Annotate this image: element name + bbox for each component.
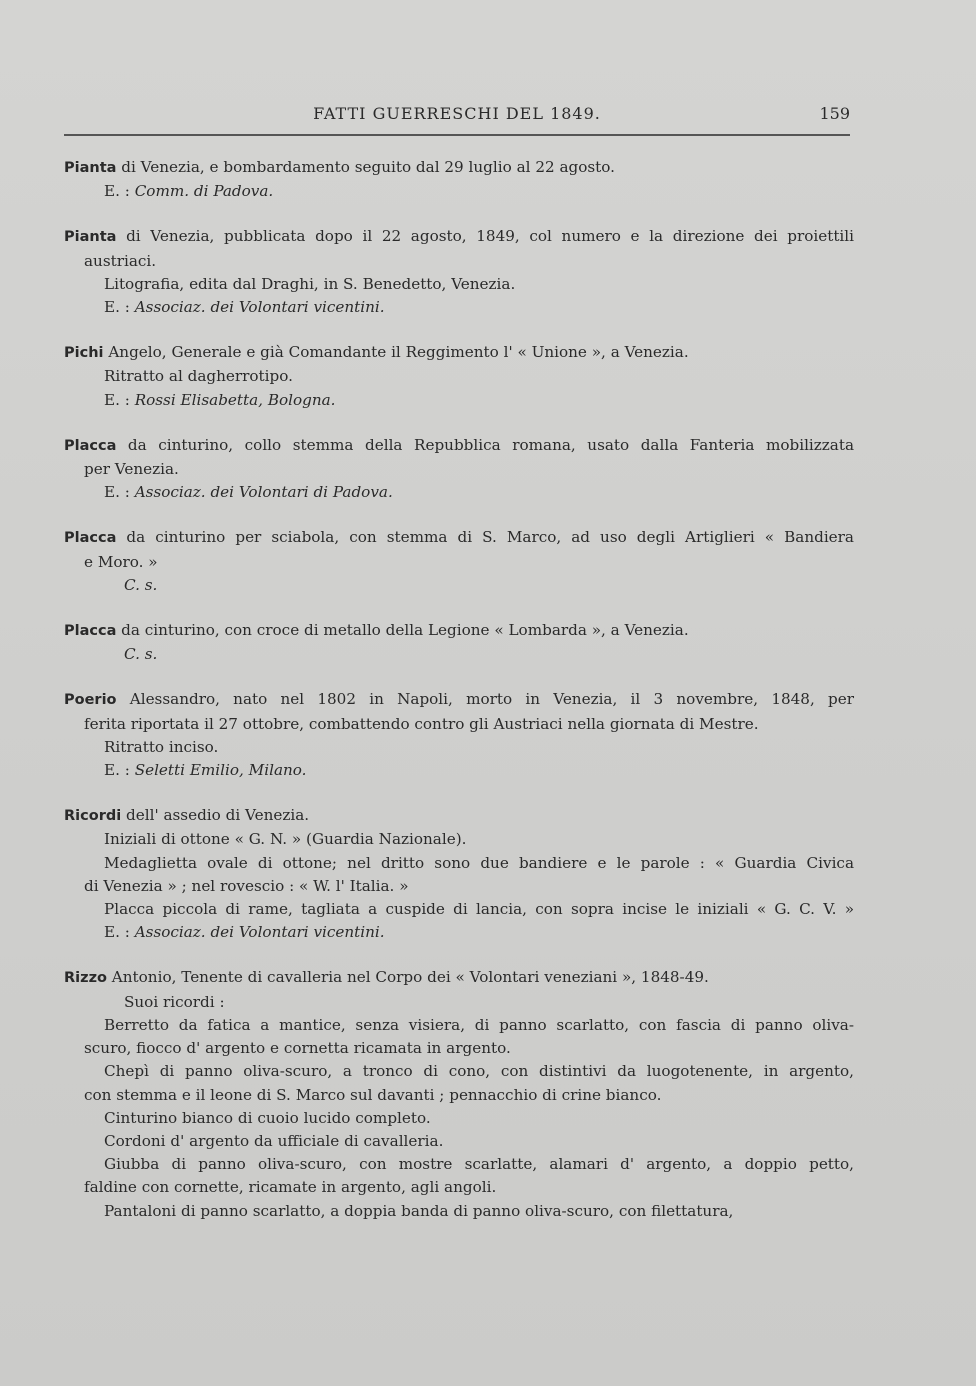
entry-text: di Venezia » ; nel rovescio : « W. l' Italia. » (84, 876, 409, 895)
entry-text: Chepì di panno oliva-scuro, a tronco di cono, con distintivi da luogotenente, in argento, (104, 1062, 854, 1081)
source-name: Associaz. dei Volontari vicentini. (134, 298, 385, 317)
entry-head: Placca (64, 437, 117, 454)
entry-text: Suoi ricordi : (124, 992, 225, 1011)
entry-placca-repubblica (64, 434, 854, 505)
entry-text: Pantaloni di panno scarlatto, a doppia banda di panno oliva-scuro, con filettatura, (104, 1201, 734, 1220)
entry-text: austriaci. (84, 251, 157, 270)
entry-head: Pianta (64, 229, 117, 246)
entry-text: da cinturino, con croce di metallo della Legione « Lombarda », a Venezia. (116, 621, 689, 640)
page-number: 159 (819, 104, 850, 123)
entry-text: per Venezia. (84, 460, 179, 479)
entry-text: con stemma e il leone di S. Marco sul davanti ; pennacchio di crine bianco. (84, 1085, 662, 1104)
source-signature: C. s. (124, 575, 158, 594)
entry-text: di Venezia, pubblicata dopo il 22 agosto, 1849, col numero e la direzione dei proiettili (116, 227, 854, 246)
catalog-entries (64, 156, 854, 1245)
source-name: Associaz. dei Volontari vicentini. (134, 923, 385, 942)
entry-head: Ricordi (64, 808, 122, 825)
entry-rizzo (64, 966, 854, 1222)
entry-placca-lombarda (64, 619, 854, 666)
entry-text: da cinturino, collo stemma della Repubblica romana, usato dalla Fanteria mobilizzata (116, 435, 854, 454)
source-label: E. : (104, 182, 135, 201)
entry-text: da cinturino per sciabola, con stemma di S. Marco, ad uso degli Artiglieri « Bandiera (116, 528, 854, 547)
entry-text: Placca piccola di rame, tagliata a cuspide di lancia, con sopra incise le iniziali « G. C. V. » (104, 900, 854, 919)
entry-text: Ritratto inciso. (104, 737, 219, 756)
entry-ricordi (64, 804, 854, 944)
source-label: E. : (104, 298, 135, 317)
entry-text: Angelo, Generale e già Comandante il Reggimento l' « Unione », a Venezia. (103, 343, 689, 362)
entry-pianta-bombardamento (64, 156, 854, 203)
source-name: Associaz. dei Volontari di Padova. (134, 483, 393, 502)
entry-head: Poerio (64, 692, 117, 709)
source-name: Rossi Elisabetta, Bologna. (134, 390, 336, 409)
entry-text: Iniziali di ottone « G. N. » (Guardia Nazionale). (104, 830, 467, 849)
entry-text: Medaglietta ovale di ottone; nel dritto sono due bandiere e le parole : « Guardia Civica (104, 853, 854, 872)
entry-text: e Moro. » (84, 552, 158, 571)
entry-head: Pichi (64, 345, 104, 362)
source-name: Seletti Emilio, Milano. (134, 761, 307, 780)
entry-text: Ritratto al dagherrotipo. (104, 367, 293, 386)
source-name: Comm. di Padova. (134, 182, 274, 201)
source-signature: C. s. (124, 645, 158, 664)
entry-head: Placca (64, 623, 117, 640)
entry-text: ferita riportata il 27 ottobre, combattendo contro gli Austriaci nella giornata di Mestre. (84, 714, 759, 733)
entry-head: Pianta (64, 160, 117, 176)
source-label: E. : (104, 761, 135, 780)
entry-placca-sciabola (64, 526, 854, 597)
entry-text: faldine con cornette, ricamate in argento, agli angoli. (84, 1178, 497, 1197)
header-rule (64, 134, 850, 136)
source-label: E. : (104, 390, 135, 409)
entry-pianta-proiettili (64, 225, 854, 319)
entry-text: Berretto da fatica a mantice, senza visiera, di panno scarlatto, con fascia di panno oliva- (104, 1015, 854, 1034)
page-header (64, 104, 850, 130)
entry-text: Giubba di panno oliva-scuro, con mostre scarlatte, alamari d' argento, a doppio petto, (104, 1155, 854, 1174)
entry-text: dell' assedio di Venezia. (121, 806, 310, 825)
entry-text: Antonio, Tenente di cavalleria nel Corpo dei « Volontari veneziani », 1848-49. (106, 968, 709, 987)
entry-text: Cordoni d' argento da ufficiale di cavalleria. (104, 1131, 444, 1150)
source-label: E. : (104, 483, 135, 502)
entry-text: scuro, fiocco d' argento e cornetta ricamata in argento. (84, 1039, 511, 1058)
entry-head: Rizzo (64, 970, 107, 987)
source-label: E. : (104, 923, 135, 942)
entry-text: di Venezia, e bombardamento seguito dal 29 luglio al 22 agosto. (116, 158, 615, 176)
running-title: FATTI GUERRESCHI DEL 1849. (313, 104, 601, 123)
entry-poerio (64, 688, 854, 782)
entry-text: Litografia, edita dal Draghi, in S. Benedetto, Venezia. (104, 274, 516, 293)
entry-text: Alessandro, nato nel 1802 in Napoli, morto in Venezia, il 3 novembre, 1848, per (116, 690, 854, 709)
entry-pichi (64, 341, 854, 412)
entry-head: Placca (64, 530, 117, 547)
entry-text: Cinturino bianco di cuoio lucido completo. (104, 1108, 431, 1127)
